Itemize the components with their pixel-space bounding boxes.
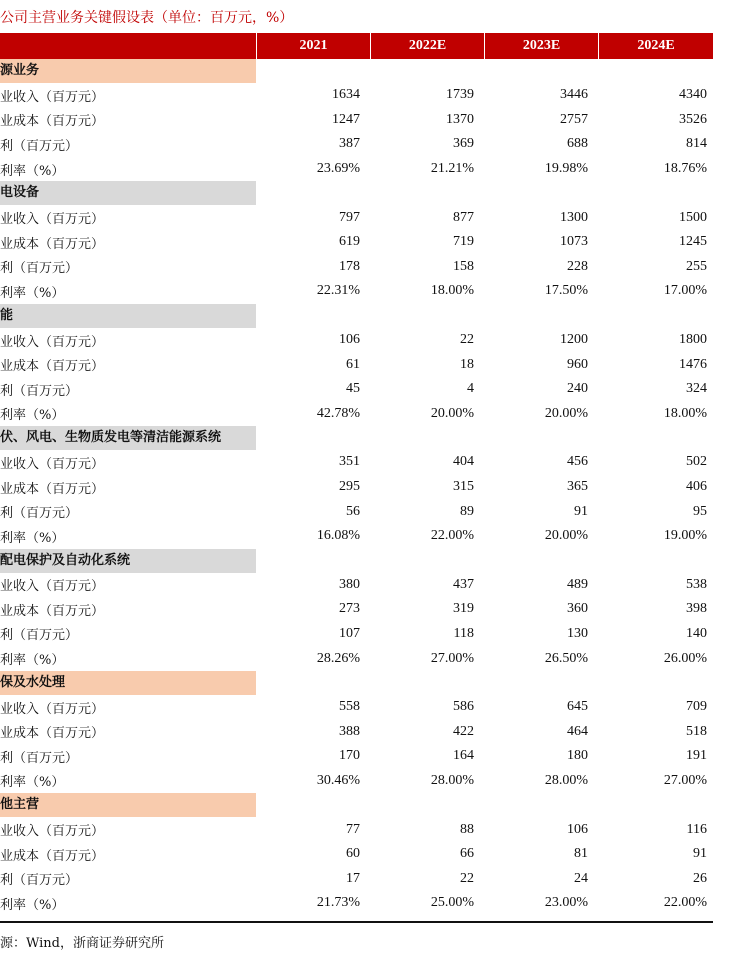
cell-value: 456 (567, 454, 588, 470)
table-body (0, 59, 713, 916)
cell-value: 1476 (679, 356, 707, 372)
cell-value: 369 (453, 136, 474, 152)
cell-value: 23.00% (544, 895, 588, 911)
cell-value: 17 (346, 870, 360, 886)
table-row (0, 499, 713, 524)
cell-value: 17.50% (544, 283, 588, 299)
cell-value: 538 (686, 576, 707, 592)
cell-value: 22.31% (316, 283, 360, 299)
cell-value: 502 (686, 454, 707, 470)
cell-value: 22 (460, 870, 474, 886)
cell-value: 56 (346, 503, 360, 519)
cell-value: 116 (686, 821, 707, 837)
row-label: 业成本（百万元） (0, 848, 105, 864)
table-row (0, 524, 713, 549)
row-label: 业成本（百万元） (0, 236, 105, 252)
cell-value: 814 (686, 136, 707, 152)
cell-value: 66 (460, 846, 474, 862)
table-header-row (0, 33, 713, 59)
cell-value: 17.00% (663, 283, 707, 299)
row-label: 利率（%） (0, 653, 65, 669)
cell-value: 24 (574, 870, 588, 886)
row-label: 利率（%） (0, 408, 65, 424)
cell-value: 180 (567, 748, 588, 764)
cell-value: 437 (453, 576, 474, 592)
header-label-cell (0, 33, 256, 59)
cell-value: 1245 (679, 234, 707, 250)
cell-value: 558 (339, 699, 360, 715)
table-row (0, 573, 713, 598)
row-label: 利率（%） (0, 163, 65, 179)
cell-value: 1634 (332, 87, 360, 103)
cell-value: 3526 (679, 111, 707, 127)
cell-value: 26 (693, 870, 707, 886)
table-row (0, 744, 713, 769)
cell-value: 4 (467, 381, 474, 397)
cell-value: 360 (567, 601, 588, 617)
cell-value: 45 (346, 381, 360, 397)
table-row (0, 450, 713, 475)
cell-value: 1247 (332, 111, 360, 127)
section-header (0, 304, 713, 328)
cell-value: 324 (686, 381, 707, 397)
cell-value: 26.00% (663, 650, 707, 666)
row-label: 业收入（百万元） (0, 456, 105, 472)
cell-value: 191 (686, 748, 707, 764)
cell-value: 489 (567, 576, 588, 592)
section-title: 伏、风电、生物质发电等清洁能源系统 (0, 430, 222, 446)
cell-value: 89 (460, 503, 474, 519)
column-header-2022e: 2022E (370, 33, 484, 59)
cell-value: 16.08% (316, 528, 360, 544)
cell-value: 81 (574, 846, 588, 862)
column-header-2021: 2021 (256, 33, 370, 59)
table-row (0, 328, 713, 353)
table-row (0, 719, 713, 744)
cell-value: 255 (686, 258, 707, 274)
row-label: 业收入（百万元） (0, 212, 105, 228)
cell-value: 28.26% (316, 650, 360, 666)
cell-value: 60 (346, 846, 360, 862)
row-label: 利（百万元） (0, 383, 79, 399)
cell-value: 140 (686, 625, 707, 641)
cell-value: 18 (460, 356, 474, 372)
cell-value: 91 (693, 846, 707, 862)
cell-value: 645 (567, 699, 588, 715)
row-label: 利率（%） (0, 775, 65, 791)
cell-value: 26.50% (544, 650, 588, 666)
cell-value: 688 (567, 136, 588, 152)
cell-value: 464 (567, 723, 588, 739)
cell-value: 1073 (560, 234, 588, 250)
table-row (0, 866, 713, 891)
row-label: 利率（%） (0, 530, 65, 546)
table-bottom-rule (0, 921, 713, 923)
cell-value: 21.21% (430, 161, 474, 177)
cell-value: 797 (339, 209, 360, 225)
section-header (0, 549, 713, 573)
cell-value: 28.00% (430, 772, 474, 788)
cell-value: 170 (339, 748, 360, 764)
cell-value: 404 (453, 454, 474, 470)
row-label: 业收入（百万元） (0, 701, 105, 717)
cell-value: 20.00% (544, 405, 588, 421)
cell-value: 398 (686, 601, 707, 617)
section-header (0, 181, 713, 205)
cell-value: 1200 (560, 332, 588, 348)
cell-value: 18.00% (430, 283, 474, 299)
cell-value: 18.76% (663, 161, 707, 177)
cell-value: 19.00% (663, 528, 707, 544)
table-caption: 公司主营业务关键假设表（单位：百万元，%） (0, 10, 294, 26)
row-label: 业成本（百万元） (0, 603, 105, 619)
cell-value: 380 (339, 576, 360, 592)
section-header (0, 671, 713, 695)
table-row (0, 695, 713, 720)
cell-value: 406 (686, 479, 707, 495)
cell-value: 27.00% (430, 650, 474, 666)
table-row (0, 475, 713, 500)
cell-value: 3446 (560, 87, 588, 103)
section-header (0, 59, 713, 83)
row-label: 业收入（百万元） (0, 89, 105, 105)
table-row (0, 83, 713, 108)
table-row (0, 817, 713, 842)
cell-value: 518 (686, 723, 707, 739)
section-title: 电设备 (0, 185, 40, 201)
cell-value: 77 (346, 821, 360, 837)
cell-value: 2757 (560, 111, 588, 127)
row-label: 业成本（百万元） (0, 359, 105, 375)
table-row (0, 255, 713, 280)
cell-value: 18.00% (663, 405, 707, 421)
table-row (0, 132, 713, 157)
cell-value: 178 (339, 258, 360, 274)
cell-value: 315 (453, 479, 474, 495)
section-band (0, 304, 256, 328)
row-label: 利（百万元） (0, 138, 79, 154)
cell-value: 586 (453, 699, 474, 715)
cell-value: 877 (453, 209, 474, 225)
cell-value: 158 (453, 258, 474, 274)
cell-value: 22.00% (430, 528, 474, 544)
cell-value: 28.00% (544, 772, 588, 788)
table-row (0, 157, 713, 182)
cell-value: 1300 (560, 209, 588, 225)
cell-value: 365 (567, 479, 588, 495)
cell-value: 1500 (679, 209, 707, 225)
row-label: 利（百万元） (0, 750, 79, 766)
section-title: 保及水处理 (0, 674, 66, 690)
cell-value: 719 (453, 234, 474, 250)
row-label: 利（百万元） (0, 628, 79, 644)
row-label: 业收入（百万元） (0, 824, 105, 840)
cell-value: 118 (453, 625, 474, 641)
cell-value: 422 (453, 723, 474, 739)
cell-value: 319 (453, 601, 474, 617)
cell-value: 960 (567, 356, 588, 372)
cell-value: 23.69% (316, 161, 360, 177)
table-row (0, 279, 713, 304)
cell-value: 295 (339, 479, 360, 495)
cell-value: 130 (567, 625, 588, 641)
row-label: 利率（%） (0, 285, 65, 301)
column-header-2023e: 2023E (484, 33, 598, 59)
cell-value: 387 (339, 136, 360, 152)
cell-value: 1739 (446, 87, 474, 103)
row-label: 利（百万元） (0, 873, 79, 889)
row-label: 业成本（百万元） (0, 114, 105, 130)
section-title: 配电保护及自动化系统 (0, 552, 131, 568)
cell-value: 21.73% (316, 895, 360, 911)
cell-value: 88 (460, 821, 474, 837)
table-row (0, 352, 713, 377)
section-title: 他主营 (0, 797, 40, 813)
cell-value: 22.00% (663, 895, 707, 911)
cell-value: 20.00% (544, 528, 588, 544)
row-label: 业收入（百万元） (0, 334, 105, 350)
cell-value: 106 (567, 821, 588, 837)
cell-value: 19.98% (544, 161, 588, 177)
row-label: 利率（%） (0, 897, 65, 913)
section-header (0, 793, 713, 817)
cell-value: 164 (453, 748, 474, 764)
table-row (0, 377, 713, 402)
cell-value: 240 (567, 381, 588, 397)
section-header (0, 426, 713, 450)
table-row (0, 402, 713, 427)
cell-value: 106 (339, 332, 360, 348)
table-row (0, 108, 713, 133)
cell-value: 619 (339, 234, 360, 250)
table-row (0, 646, 713, 671)
cell-value: 107 (339, 625, 360, 641)
cell-value: 61 (346, 356, 360, 372)
cell-value: 1800 (679, 332, 707, 348)
cell-value: 25.00% (430, 895, 474, 911)
cell-value: 709 (686, 699, 707, 715)
section-title: 源业务 (0, 63, 40, 78)
table-row (0, 842, 713, 867)
cell-value: 27.00% (663, 772, 707, 788)
row-label: 利（百万元） (0, 506, 79, 522)
section-title: 能 (0, 307, 14, 323)
cell-value: 30.46% (316, 772, 360, 788)
cell-value: 1370 (446, 111, 474, 127)
row-label: 利（百万元） (0, 261, 79, 277)
row-label: 业成本（百万元） (0, 726, 105, 742)
cell-value: 20.00% (430, 405, 474, 421)
table-row (0, 597, 713, 622)
cell-value: 388 (339, 723, 360, 739)
row-label: 业收入（百万元） (0, 579, 105, 595)
table-row (0, 230, 713, 255)
cell-value: 22 (460, 332, 474, 348)
cell-value: 42.78% (316, 405, 360, 421)
table-row (0, 622, 713, 647)
table-row (0, 891, 713, 916)
assumptions-table (0, 33, 713, 916)
cell-value: 95 (693, 503, 707, 519)
table-row (0, 205, 713, 230)
cell-value: 228 (567, 258, 588, 274)
table-row (0, 769, 713, 794)
cell-value: 351 (339, 454, 360, 470)
column-header-2024e: 2024E (598, 33, 713, 59)
source-note: 源：Wind，浙商证券研究所 (0, 936, 164, 951)
cell-value: 273 (339, 601, 360, 617)
cell-value: 4340 (679, 87, 707, 103)
row-label: 业成本（百万元） (0, 481, 105, 497)
cell-value: 91 (574, 503, 588, 519)
